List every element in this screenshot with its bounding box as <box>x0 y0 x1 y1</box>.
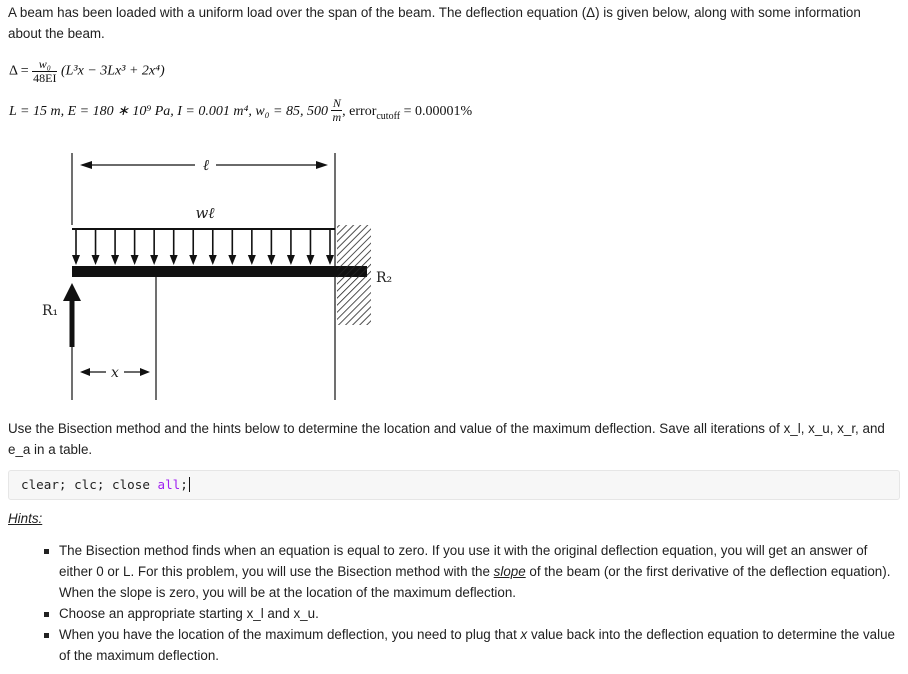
fraction-numerator: w₀ <box>38 57 51 71</box>
unit-fraction <box>331 97 342 124</box>
parameters-text: L = 15 m, E = 180 ∗ 10⁹ Pa, I = 0.001 m⁴, w₀ = 85, 500 <box>9 104 328 119</box>
intro-paragraph: A beam has been loaded with a uniform load over the span of the beam. The deflection equation (Δ) is given below, along with some information about the beam. <box>8 5 861 41</box>
hint3-text-b: value back into the deflection equation to determine the value of the maximum deflection. <box>59 627 895 663</box>
fraction-denominator: 48EI <box>33 71 57 85</box>
load-arrow <box>228 230 236 265</box>
load-arrow <box>248 230 256 265</box>
equation-lhs: Δ = <box>9 63 29 79</box>
load-arrow <box>209 230 217 265</box>
hint-item <box>42 540 900 603</box>
load-arrow <box>111 230 119 265</box>
hint-item <box>42 624 900 666</box>
fixed-support-wall <box>337 225 371 325</box>
hint3-x: x <box>520 627 528 642</box>
unit-numerator: N <box>332 96 341 110</box>
load-arrow <box>150 230 158 265</box>
beam <box>72 266 367 277</box>
error-value: = 0.00001% <box>403 104 473 119</box>
beam-parameters <box>9 97 472 124</box>
hint-item <box>42 603 900 624</box>
hint1-text-b: of the beam (or the first derivative of the deflection equation). When the slope is zero, you will be at the location of the maximum deflection. <box>59 564 891 600</box>
load-label: wℓ <box>195 204 215 222</box>
hints-list <box>42 540 900 666</box>
instruction-paragraph: Use the Bisection method and the hints below to determine the location and value of the maximum deflection. Save all iterations of x_l, x_u, x_r, and e_a in a table. <box>8 421 885 457</box>
error-subscript: cutoff <box>376 110 401 122</box>
load-arrow <box>131 230 139 265</box>
load-arrow <box>306 230 314 265</box>
hint1-text-a: The Bisection method finds when an equation is equal to zero. If you use it with the original deflection equation, you will get an answer of either 0 or L. For this problem, you will use the Bisection method with the <box>59 543 868 579</box>
code-end: ; <box>180 477 188 492</box>
hint2-text: Choose an appropriate starting x_l and x_u. <box>59 606 319 621</box>
equation-polynomial: (L³x − 3Lx³ + 2x⁴) <box>60 63 165 79</box>
hints-heading: Hints: <box>8 511 43 526</box>
load-arrow <box>267 230 275 265</box>
load-arrow <box>170 230 178 265</box>
hint3-text-a: When you have the location of the maximum deflection, you need to plug that <box>59 627 521 642</box>
load-arrow <box>189 230 197 265</box>
deflection-equation <box>9 58 165 85</box>
code-keyword: all <box>157 477 181 492</box>
code-plain: clear; clc; close <box>21 477 158 492</box>
distributed-load-arrows <box>72 230 334 265</box>
text-cursor <box>189 477 190 492</box>
hint1-slope: slope <box>493 564 526 579</box>
load-arrow <box>287 230 295 265</box>
left-reaction-arrow <box>63 283 81 347</box>
error-label: , error <box>342 104 377 119</box>
load-arrow <box>72 230 80 265</box>
span-label: ℓ <box>202 156 210 174</box>
code-editor[interactable] <box>8 470 900 500</box>
beam-diagram <box>30 145 430 410</box>
code-line[interactable] <box>21 477 190 492</box>
left-reaction-label: R₁ <box>42 303 59 319</box>
right-reaction-label: R₂ <box>376 270 393 286</box>
load-arrow <box>92 230 100 265</box>
equation-fraction <box>32 58 57 85</box>
unit-denominator: m <box>332 110 342 124</box>
load-arrow <box>326 230 334 265</box>
position-label: x <box>111 365 119 381</box>
